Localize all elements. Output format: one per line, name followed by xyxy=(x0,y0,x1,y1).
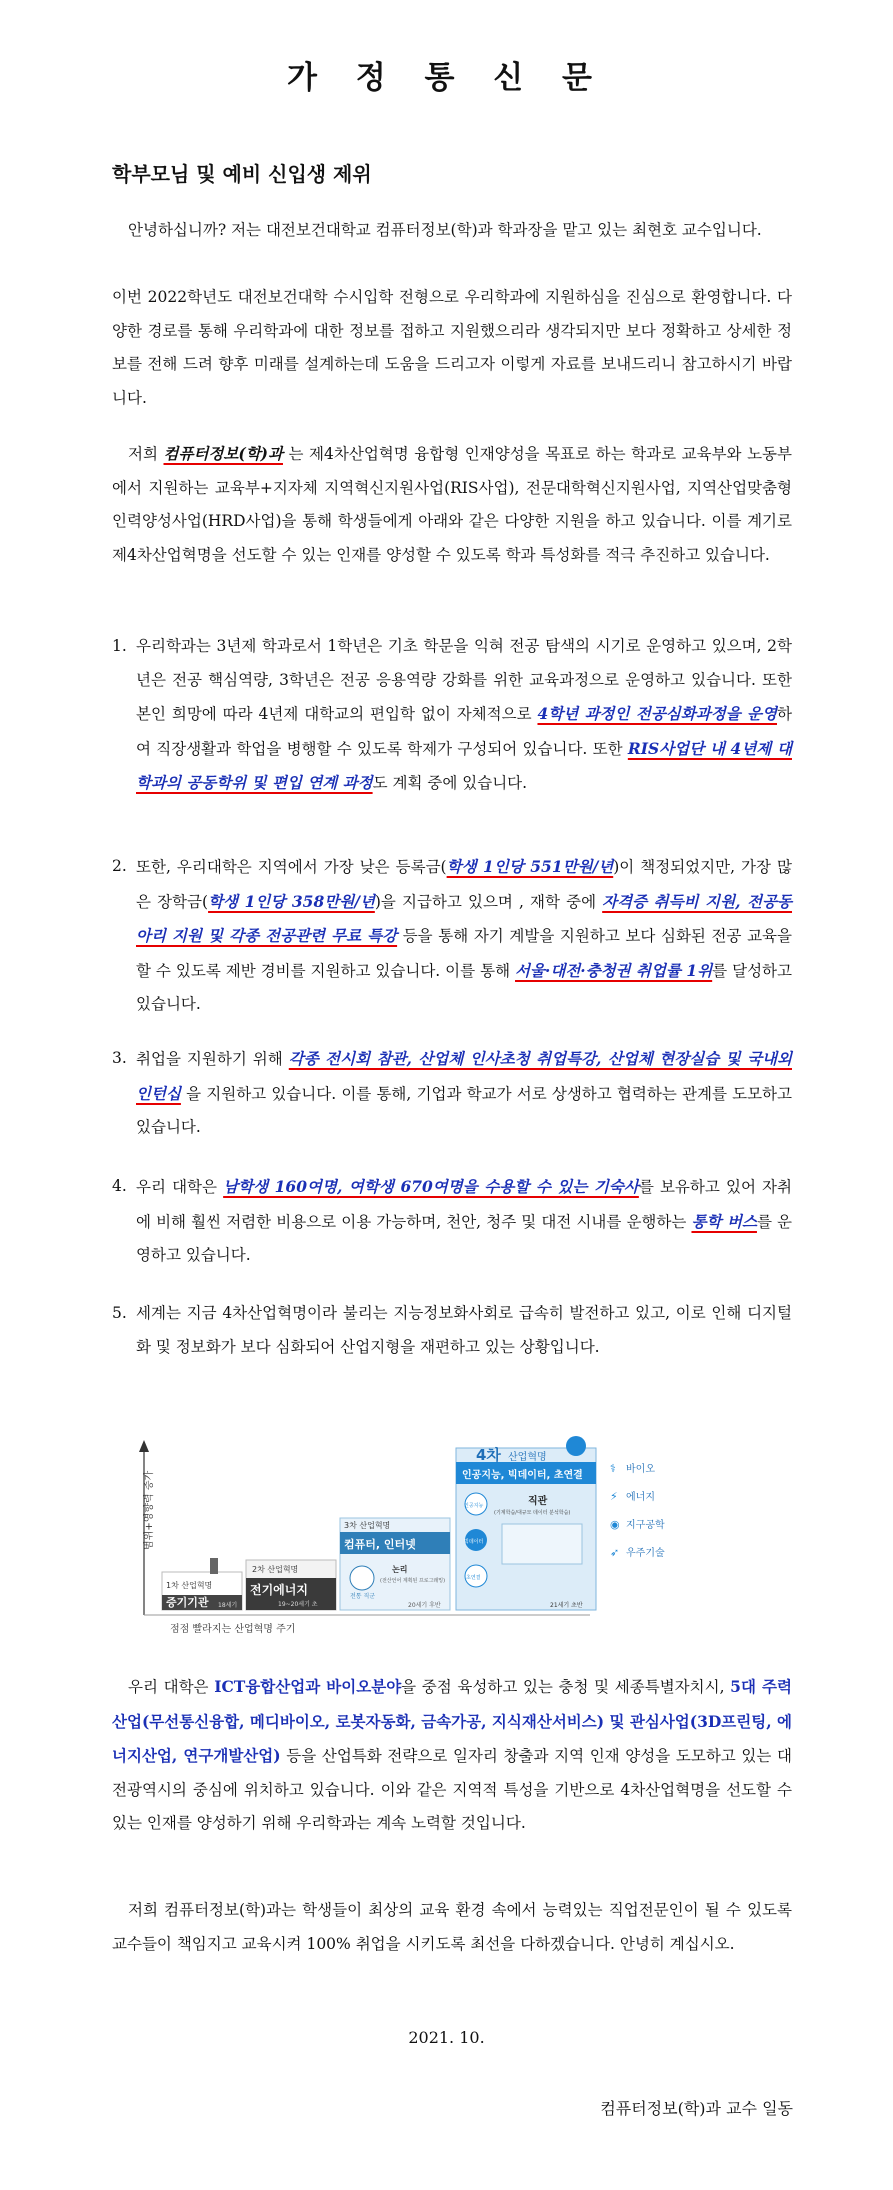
stage-3-small: 3차 산업혁명 xyxy=(344,1521,391,1530)
highlight: 남학생 160여명, 여학생 670여명을 수용할 수 있는 기숙사 xyxy=(223,1177,639,1196)
item-number: 5. xyxy=(112,1304,127,1322)
text: 저희 xyxy=(128,445,164,463)
text: 하여 직장생활과 학업을 병행할 수 있도록 학제가 구성되어 있습니다. 또한 xyxy=(136,705,792,758)
item-number: 3. xyxy=(112,1049,127,1067)
greeting: 학부모님 및 예비 신입생 제위 xyxy=(112,162,372,186)
stage-2-main: 전기에너지 xyxy=(250,1583,308,1597)
highlight: RIS사업단 내 4년제 대학과의 공동학위 및 편입 연계 과정 xyxy=(136,738,792,792)
list-item-1 xyxy=(112,630,792,801)
text: 는 제4차산업혁명 융합형 인재양성을 목표로 하는 학과로 교육부와 노동부에서 지원하는 교육부+지자체 지역혁신지원사업(RIS사업), 전문대학혁신지원사업, 지역산업맞춤형 인력양성사업(HRD사업)을 통해 학생들에게 아래와 같은 다양한 지원을 하고 있습니다. 이를 계기로 제4차산업혁명을 선도할 수 있는 인재를 양성할 수 있도록 학과 특성화를 적극 추진하고 있습니다. xyxy=(112,445,792,564)
department-paragraph xyxy=(112,437,792,572)
highlight: 서울·대전·충청권 취업률 1위 xyxy=(515,960,713,980)
text: 을 지원하고 있습니다. 이를 통해, 기업과 학교가 서로 상생하고 협력하는 관계를 도모하고 있습니다. xyxy=(136,1084,792,1136)
stage-2-era: 19~20세기 초 xyxy=(278,1601,318,1608)
text: 를 보유하고 있어 자취에 비해 훨씬 저렴한 비용으로 이용 가능하며, 천안, 청주 및 대전 시내를 운행하는 xyxy=(136,1178,792,1231)
list-item-5 xyxy=(112,1297,792,1364)
text: 또한, 우리대학은 지역에서 가장 낮은 등록금( xyxy=(136,858,447,876)
stage-4-big: 4차 xyxy=(476,1446,501,1464)
factory-icon xyxy=(210,1558,218,1574)
stage-3-c1: 전통 직군 xyxy=(350,1593,376,1600)
text: )을 지급하고 있으며 , 재학 중에 xyxy=(374,892,603,911)
stage-3-era: 20세기 후반 xyxy=(408,1602,441,1609)
stage-4-c2: 빅데이터 xyxy=(464,1539,484,1545)
stage-4-c1: 인공지능 xyxy=(464,1503,484,1509)
field-space: 우주기술 xyxy=(626,1548,665,1559)
industrial-revolution-figure xyxy=(130,1400,770,1640)
highlight: 4학년 과정인 전공심화과정을 운영 xyxy=(537,704,777,723)
highlight: 학생 1인당 358만원/년 xyxy=(208,891,375,911)
stage-4-sub: 인공지능, 빅데이터, 초연결 xyxy=(462,1470,583,1481)
rocket-icon: ➶ xyxy=(610,1546,620,1559)
list-item-2 xyxy=(112,850,792,1022)
chip-icon xyxy=(350,1566,374,1590)
signature: 컴퓨터정보(학)과 교수 일동 xyxy=(600,2099,793,2118)
closing-paragraph: 저희 컴퓨터정보(학)과는 학생들이 최상의 교육 환경 속에서 능력있는 직업전문인이 될 수 있도록 교수들이 책임지고 교육시켜 100% 취업을 시키도록 최선을 다하겠습니다. 안녕히 계십시오. xyxy=(112,1901,792,1953)
stage-3-c3: (전산언어 계획된 프로그래밍) xyxy=(380,1578,446,1584)
stage-4-job: 직관 xyxy=(528,1496,548,1507)
stage-1-small: 1차 산업혁명 xyxy=(166,1581,213,1590)
text: 을 중점 육성하고 있는 충청 및 세종특별자치시, xyxy=(401,1678,731,1696)
list-item-4 xyxy=(112,1170,792,1273)
text: 도 계획 중에 있습니다. xyxy=(372,774,528,792)
text: 등을 산업특화 전략으로 일자리 창출과 지역 인재 양성을 도모하고 있는 대전광역시의 중심에 위치하고 있습니다. 이와 같은 지역적 특성을 기반으로 4차산업혁명을 선도할 수 있는 인재를 양성하기 위해 우리학과는 계속 노력할 것입니다. xyxy=(112,1747,793,1832)
stage-1-era: 18세기 xyxy=(218,1602,238,1609)
text: )이 책정되었지만, 가장 많은 장학금( xyxy=(136,858,792,911)
field-bio: 바이오 xyxy=(626,1464,655,1475)
text: 세계는 지금 4차산업혁명이라 불리는 지능정보화사회로 급속히 발전하고 있고, 이로 인해 디지털화 및 정보화가 보다 심화되어 산업지형을 재편하고 있는 상황입니다. xyxy=(136,1304,792,1356)
robot-workers-image xyxy=(502,1524,582,1564)
industrial-revolution-diagram xyxy=(130,1400,770,1640)
text: 를 달성하고 있습니다. xyxy=(136,961,793,1013)
brain-gear-icon xyxy=(566,1436,586,1456)
welcome-paragraph: 이번 2022학년도 대전보건대학 수시입학 전형으로 우리학과에 지원하심을 진심으로 환영합니다. 다양한 경로를 통해 우리학과에 대한 정보를 접하고 지원했으리라 생각되지만 보다 정확하고 상세한 정보를 전해 드려 향후 미래를 설계하는데 도움을 드리고자 이렇게 자료를 보내드리니 참고하시기 바랍니다. xyxy=(112,288,792,407)
stage-3-main: 컴퓨터, 인터넷 xyxy=(344,1538,416,1551)
intro-paragraph: 안녕하십니까? 저는 대전보건대학교 컴퓨터정보(학)과 학과장을 맡고 있는 최현호 교수입니다. xyxy=(128,221,762,239)
highlight: ICT융합산업과 바이오분야 xyxy=(214,1677,402,1696)
globe-icon: ◉ xyxy=(610,1518,620,1531)
list-item-3 xyxy=(112,1042,792,1145)
text: 우리 대학은 xyxy=(136,1178,224,1196)
field-geo: 지구공학 xyxy=(626,1520,665,1531)
highlight: 통학 버스 xyxy=(691,1211,757,1231)
field-energy: 에너지 xyxy=(626,1492,655,1503)
item-number: 4. xyxy=(112,1177,127,1195)
stage-2-small: 2차 산업혁명 xyxy=(252,1565,299,1574)
date: 2021. 10. xyxy=(408,2028,485,2047)
item-number: 2. xyxy=(112,857,127,875)
stage-4-era: 21세기 초반 xyxy=(550,1602,583,1609)
stage-4-title: 산업혁명 xyxy=(508,1452,547,1463)
highlight: 자격증 취득비 지원, 전공동아리 지원 및 각종 전공관련 무료 특강 xyxy=(136,891,793,945)
dna-icon: ⚕ xyxy=(610,1462,616,1475)
stage-4-job-sub: (기계학습/대규모 데이터 분석학습) xyxy=(494,1510,571,1516)
stage-4-c3: 초연결 xyxy=(466,1575,481,1581)
stage-1-main: 증기기관 xyxy=(166,1596,209,1609)
text: 등을 통해 자기 계발을 지원하고 보다 심화된 전공 교육을 할 수 있도록 제반 경비를 지원하고 있습니다. 이를 통해 xyxy=(136,927,792,980)
text: 우리 대학은 xyxy=(128,1678,215,1696)
text: 취업을 지원하기 위해 xyxy=(136,1050,289,1068)
item-number: 1. xyxy=(112,637,127,655)
x-axis-label: 점점 빨라지는 산업혁명 주기 xyxy=(170,1624,296,1635)
highlight: 5대 주력산업(무선통신융합, 메디바이오, 로봇자동화, 금속가공, 지식재산서비스) 및 관심사업(3D프린팅, 에너지산업, 연구개발산업) xyxy=(112,1677,792,1765)
stage-3-c2: 논리 xyxy=(392,1565,408,1574)
region-paragraph xyxy=(112,1670,792,1841)
text: 를 운영하고 있습니다. xyxy=(136,1212,793,1264)
energy-icon: ⚡ xyxy=(610,1490,618,1503)
highlight: 각종 전시회 참관, 산업체 인사초청 취업특강, 산업체 현장실습 및 국내외 인턴십 xyxy=(136,1049,792,1103)
text: 우리학과는 3년제 학과로서 1학년은 기초 학문을 익혀 전공 탐색의 시기로 운영하고 있으며, 2학년은 전공 핵심역량, 3학년은 전공 응용역량 강화를 위한 교육과정으로 운영하고 있습니다. 또한 본인 희망에 따라 4년제 대학교의 편입학 없이 자체적으로 xyxy=(136,637,792,723)
highlight: 학생 1인당 551만원/년 xyxy=(446,857,614,876)
y-axis-label: 범위+영향력 증가 xyxy=(144,1470,155,1550)
department-name: 컴퓨터정보(학)과 xyxy=(163,444,283,463)
page-title: 가 정 통 신 문 xyxy=(287,60,606,96)
